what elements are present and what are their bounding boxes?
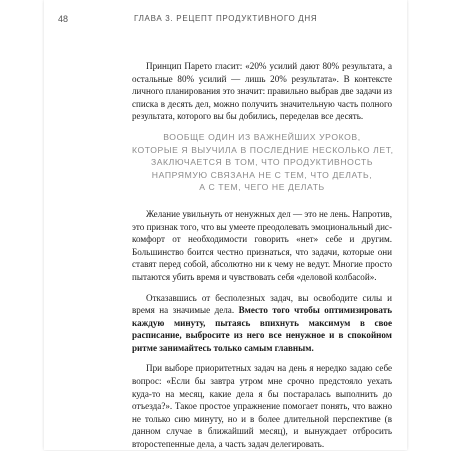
paragraph-refuse-plain: Отказавшись от бесполезных задач, вы освободите силы и время на значимые дела.	[132, 292, 392, 316]
pull-quote-line: НАПРЯМУЮ СВЯЗАНА НЕ С ТЕМ, ЧТО ДЕЛАТЬ,	[151, 169, 373, 180]
pull-quote	[132, 131, 392, 194]
pull-quote-line: ЗАКЛЮЧАЕТСЯ В ТОМ, ЧТО ПРОДУКТИВНОСТЬ	[150, 157, 374, 168]
running-head: ГЛАВА 3. РЕЦЕПТ ПРОДУКТИВНОГО ДНЯ	[134, 14, 318, 23]
page-body	[132, 60, 392, 451]
page-number: 48	[58, 14, 69, 24]
page-header	[58, 14, 393, 28]
paragraph-priorities: При выборе приоритетных задач на день я нередко задаю себе вопрос: «Если бы завтра утром мне срочно предстояло уехать куда-то на месяц, какие дела я бы постаралась выполнить до отъезда?». Такое простое упражнение помогает понять, что важно не только сию минуту, но и в более длительной перспективе (в данном случае в ближайший месяц), и вынуждает отбросить второстепенные дела, а часть задач делегировать.	[132, 363, 392, 450]
pull-quote-line: ВООБЩЕ ОДИН ИЗ ВАЖНЕЙШИХ УРОКОВ,	[163, 131, 361, 142]
pull-quote-line: КОТОРЫЕ Я ВЫУЧИЛА В ПОСЛЕДНИЕ НЕСКОЛЬКО ЛЕТ,	[132, 144, 394, 155]
paragraph-refuse-tasks	[132, 292, 392, 355]
paragraph-pareto: Принцип Парето гласит: «20% усилий дают 80% результата, а остальные 80% усилий — лишь 20% результата». В контексте личного планирования это значит: правильно выбрав две задачи из списка в десять дел, можно получить значительную часть полного результата, которого вы бы добились, переделав все десять.	[132, 61, 392, 122]
book-page	[44, 0, 407, 450]
pull-quote-line: А С ТЕМ, ЧЕГО НЕ ДЕЛАТЬ	[199, 182, 325, 193]
paragraph-refuse-bold: Вместо того чтобы оптимизировать каждую минуту, пытаясь впихнуть максимум в свое расписание, выбросите из него все ненужное и в спокойном ритме занимайтесь только самым главным.	[132, 305, 392, 353]
paragraph-laziness: Желание увильнуть от ненужных дел — это не лень. Напротив, это признак того, что вы умеете преодолевать эмоциональный дис-комфорт от необходимости говорить «нет» себе и другим. Большинство боится честно признаться, что задачи, которые они ставят перед собой, абсолютно ни к чему не ведут. Многие просто пытаются убить время и чувствовать себя «деловой колбасой».	[132, 208, 392, 282]
